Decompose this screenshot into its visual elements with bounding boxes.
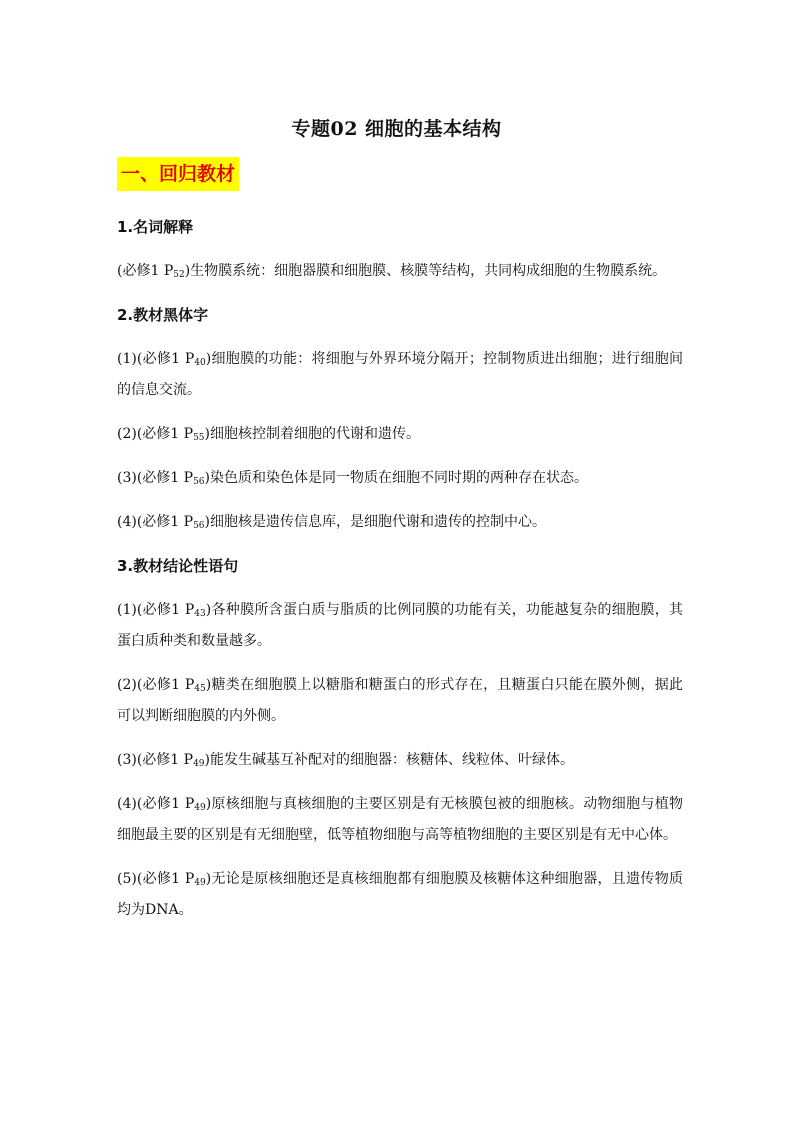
paragraph: (1)(必修1 $P_{40}$)细胞膜的功能：将细胞与外界环境分隔开；控制物质进出细胞；进行细胞间的信息交流。 [117,351,683,398]
section-heading: 2.教材黑体字 [117,306,209,324]
paragraph: (5)(必修1 $P_{49}$)无论是原核细胞还是真核细胞都有细胞膜及核糖体这种细胞器，且遗传物质均为DNA。 [117,871,683,918]
paragraph: (3)(必修1 $P_{56}$)染色质和染色体是同一物质在细胞不同时期的两种存在状态。 [117,470,588,487]
paragraph: (1)(必修1 $P_{43}$)各种膜所含蛋白质与脂质的比例同膜的功能有关，功能越复杂的细胞膜，其蛋白质种类和数量越多。 [117,602,683,649]
document-body [117,212,683,939]
page-title: 专题02 细胞的基本结构 [291,118,502,140]
paragraph: (2)(必修1 $P_{45}$)糖类在细胞膜上以糖脂和糖蛋白的形式存在，且糖蛋白只能在膜外侧，据此可以判断细胞膜的内外侧。 [117,677,683,724]
paragraph: (2)(必修1 $P_{55}$)细胞核控制着细胞的代谢和遗传。 [117,426,420,443]
paragraph: (4)(必修1 $P_{49}$)原核细胞与真核细胞的主要区别是有无核膜包被的细胞核。动物细胞与植物细胞最主要的区别是有无细胞壁，低等植物细胞与高等植物细胞的主要区别是有无中心体。 [117,796,683,843]
paragraph: (3)(必修1 $P_{49}$)能发生碱基互补配对的细胞器：核糖体、线粒体、叶绿体。 [117,752,574,769]
paragraph: (4)(必修1 $P_{56}$)细胞核是遗传信息库，是细胞代谢和遗传的控制中心。 [117,514,546,531]
section-heading: 3.教材结论性语句 [117,557,239,575]
section-banner: 一、回归教材 [117,157,239,191]
section-heading: 1.名词解释 [117,218,194,236]
paragraph: (必修1 $P_{52}$)生物膜系统：细胞器膜和细胞膜、核膜等结构，共同构成细胞的生物膜系统。 [117,263,667,280]
